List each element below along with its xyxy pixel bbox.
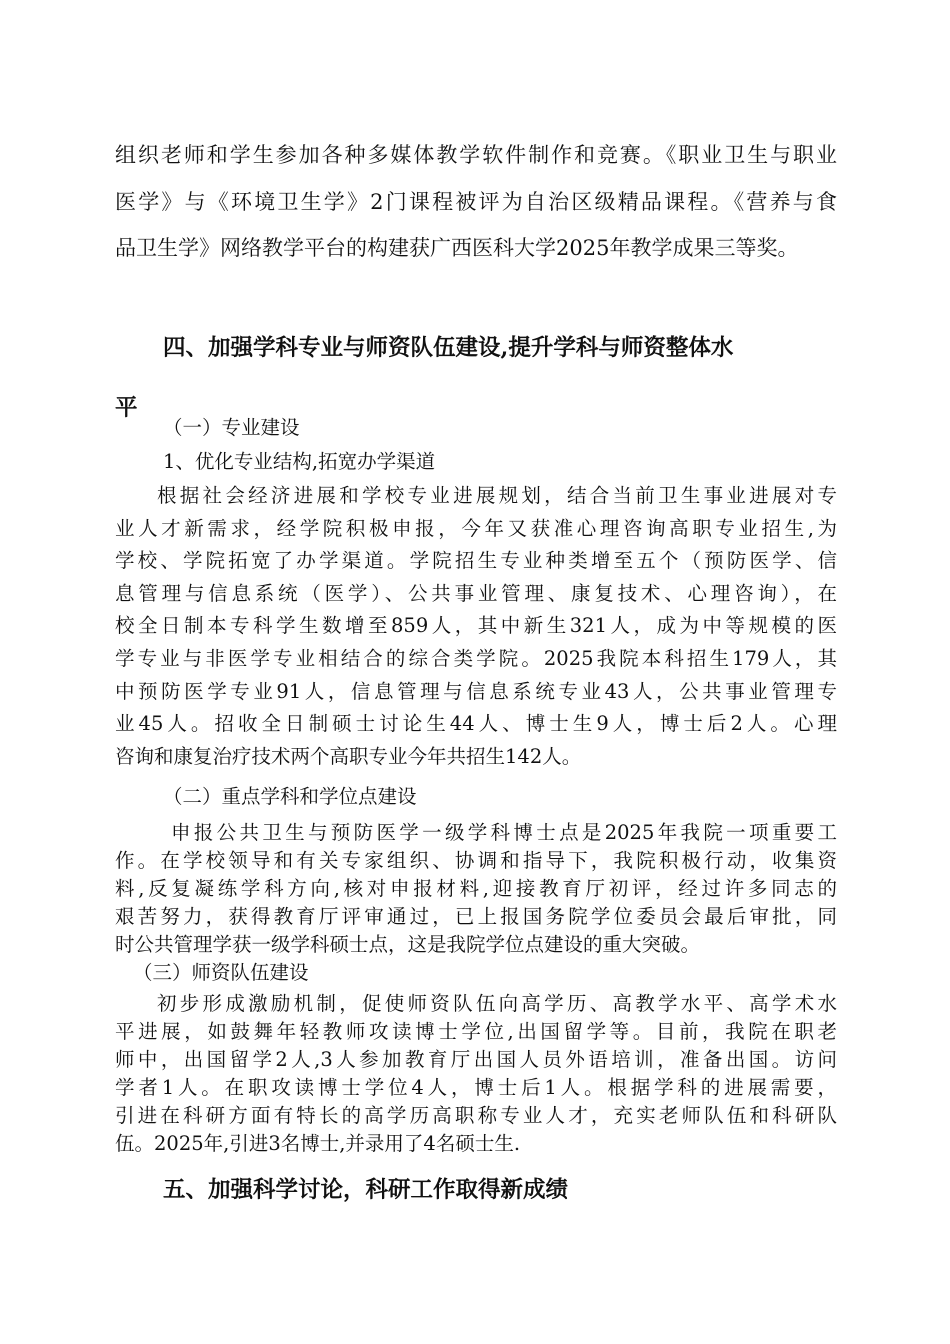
sub1-item1-title: 1、优化专业结构,拓宽办学渠道 bbox=[163, 450, 436, 473]
section5-heading: 五、加强科学讨论，科研工作取得新成绩 bbox=[163, 1177, 569, 1203]
sub1-body-line-1: 根据社会经济进展和学校专业进展规划，结合当前卫生事业进展对专 bbox=[157, 484, 837, 507]
sub2-body-line-3: 料,反复凝练学科方向,核对申报材料,迎接教育厅初评，经过许多同志的 bbox=[115, 877, 837, 900]
sub1-body bbox=[115, 480, 837, 773]
intro-paragraph bbox=[115, 132, 837, 272]
sub2-title: （二）重点学科和学位点建设 bbox=[163, 785, 417, 808]
sub2-body-line-1: 申报公共卫生与预防医学一级学科博士点是2025年我院一项重要工 bbox=[171, 821, 837, 844]
sub3-body-line-1: 初步形成激励机制，促使师资队伍向高学历、高教学水平、高学术水 bbox=[157, 992, 837, 1015]
sub1-body-line-6: 学专业与非医学专业相结合的综合类学院。2025我院本科招生179人，其 bbox=[115, 646, 837, 670]
sub3-body-line-6: 伍。2025年,引进3名博士,并录用了4名硕士生. bbox=[115, 1132, 521, 1155]
sub3-body-line-4: 学者1人。在职攻读博士学位4人，博士后1人。根据学科的进展需要， bbox=[115, 1076, 837, 1099]
sub3-body-line-3: 师中，出国留学2人,3人参加教育厅出国人员外语培训，准备出国。访问 bbox=[115, 1048, 837, 1071]
section4-heading-line1: 四、加强学科专业与师资队伍建设,提升学科与师资整体水 bbox=[163, 335, 734, 361]
sub3-title: （三）师资队伍建设 bbox=[133, 961, 309, 984]
sub1-body-line-2: 业人才新需求，经学院积极申报，今年又获准心理咨询高职专业招生,为 bbox=[115, 516, 837, 540]
sub1-title: （一）专业建设 bbox=[163, 416, 300, 439]
intro-line-3: 品卫生学》网络教学平台的构建获广西医科大学2025年教学成果三等奖。 bbox=[115, 236, 799, 260]
sub3-body-line-2: 平进展，如鼓舞年轻教师攻读博士学位,出国留学等。目前，我院在职老 bbox=[115, 1020, 837, 1043]
sub3-body bbox=[115, 990, 837, 1158]
sub1-body-line-8: 业45人。招收全日制硕士讨论生44人、博士生9人，博士后2人。心理 bbox=[115, 712, 837, 736]
section4-heading-line2: 平 bbox=[115, 395, 138, 421]
sub2-body-line-5: 时公共管理学获一级学科硕士点，这是我院学位点建设的重大突破。 bbox=[115, 933, 701, 956]
intro-line-2: 医学》与《环境卫生学》2门课程被评为自治区级精品课程。《营养与食 bbox=[115, 189, 837, 214]
sub2-body-line-4: 艰苦努力，获得教育厅评审通过，已上报国务院学位委员会最后审批，同 bbox=[115, 905, 837, 928]
sub1-body-line-7: 中预防医学专业91人，信息管理与信息系统专业43人，公共事业管理专 bbox=[115, 679, 837, 703]
sub2-body bbox=[115, 819, 837, 959]
sub2-body-line-2: 作。在学校领导和有关专家组织、协调和指导下，我院积极行动，收集资 bbox=[115, 849, 837, 872]
intro-line-1: 组织老师和学生参加各种多媒体教学软件制作和竞赛。《职业卫生与职业 bbox=[115, 143, 837, 167]
sub1-body-line-9: 咨询和康复治疗技术两个高职专业今年共招生142人。 bbox=[115, 744, 582, 768]
sub3-body-line-5: 引进在科研方面有特长的高学历高职称专业人才，充实老师队伍和科研队 bbox=[115, 1104, 837, 1127]
sub1-body-line-4: 息管理与信息系统（医学）、公共事业管理、康复技术、心理咨询），在 bbox=[115, 581, 837, 605]
sub1-body-line-3: 学校、学院拓宽了办学渠道。学院招生专业种类增至五个（预防医学、信 bbox=[115, 549, 837, 573]
sub1-body-line-5: 校全日制本专科学生数增至859人，其中新生321人，成为中等规模的医 bbox=[115, 614, 837, 638]
